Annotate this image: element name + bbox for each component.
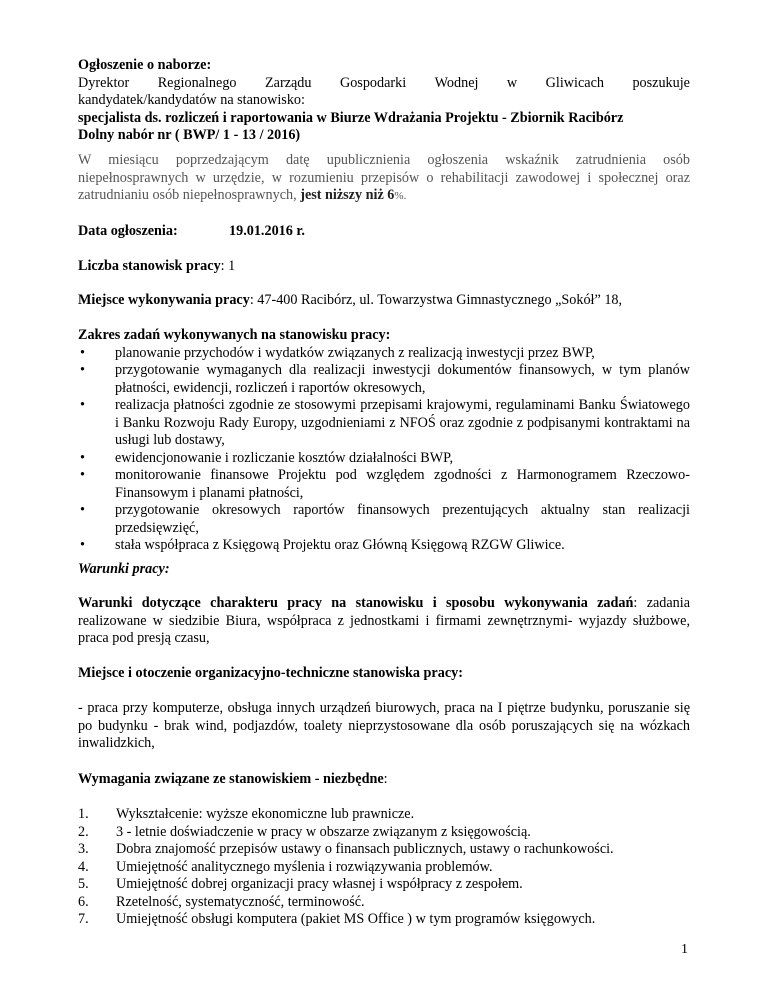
list-item [78, 859, 690, 877]
candidates-line: kandydatek/kandydatów na stanowisko: [78, 92, 305, 108]
list-item [78, 502, 690, 537]
item-number: 5. [78, 876, 89, 892]
duties-section [78, 327, 690, 555]
list-item [78, 362, 690, 397]
requirement-text: Rzetelność, systematyczność, terminowość. [116, 893, 365, 910]
header-word: poszukuje [632, 74, 690, 91]
duty-text: realizacja płatności zgodnie ze stosowymi przepisami krajowymi, regulaminami Banku Światowego i Banku Rozwoju Rady Europy, uzgodnieniami z NFOŚ oraz zgodnie z podpisanymi kontraktami na usługi lub dostawy, [115, 397, 690, 448]
disability-notice-text: W miesiącu poprzedzającym datę upublicznienia ogłoszenia wskaźnik zatrudnienia osób niepełnosprawnych w urzędzie, w rozumieniu przepisów o rehabilitacji zawodowej i społecznej oraz zatrudnianiu osób niepełnosprawnych, [78, 152, 690, 203]
work-character-text: zadania realizowane w siedzibie Biura, współpraca z jednostkami i firmami zewnętrznymi- wyjazdy służbowe, praca pod presją czasu, [78, 595, 691, 646]
item-number: 4. [78, 858, 89, 875]
date-value: 19.01.2016 r. [229, 223, 305, 239]
requirement-text: 3 - letnie doświadczenie w pracy w obszarze związanym z księgowością. [116, 823, 531, 840]
list-item [78, 537, 690, 555]
requirements-heading-row [78, 771, 690, 789]
list-item [78, 824, 690, 842]
bullet-icon: • [80, 537, 85, 553]
workplace [78, 292, 690, 310]
requirement-text: Umiejętność obsługi komputera (pakiet MS Office ) w tym programów księgowych. [116, 911, 596, 927]
header-word: Regionalnego [157, 74, 237, 91]
date-label: Data ogłoszenia: [78, 223, 178, 239]
positions-count [78, 258, 690, 276]
work-character [78, 595, 690, 648]
duty-text: monitorowanie finansowe Projektu pod względem zgodności z Harmonogramem Rzeczowo-Finansowym i planami płatności, [115, 467, 690, 501]
disability-notice-suffix: %. [394, 190, 407, 202]
positions-count-value: : 1 [220, 258, 236, 274]
bullet-icon: • [80, 344, 85, 361]
list-item [78, 876, 690, 894]
duty-text: planowanie przychodów i wydatków związanych z realizacją inwestycji przez BWP, [115, 344, 595, 361]
duty-text: ewidencjonowanie i rozliczanie kosztów działalności BWP, [115, 449, 454, 466]
bullet-icon: • [80, 467, 85, 483]
position-title-line1: specjalista ds. rozliczeń i raportowania w Biurze Wdrażania Projektu - Zbiornik Racibórz [78, 109, 624, 126]
announcement-header [78, 57, 690, 145]
list-item [78, 345, 690, 363]
bullet-icon: • [80, 449, 85, 466]
requirements-list-wrap [78, 806, 690, 929]
bullet-icon: • [80, 362, 85, 378]
header-word: w [506, 74, 518, 91]
list-item [78, 467, 690, 502]
item-number: 6. [78, 893, 89, 910]
header-word: Dyrektor [78, 74, 130, 91]
bullet-icon: • [80, 502, 85, 518]
workplace-label: Miejsce wykonywania pracy [78, 292, 250, 308]
header-word: Zarządu [265, 74, 312, 91]
conditions-heading: Warunki pracy: [78, 561, 170, 577]
duty-text: przygotowanie okresowych raportów finansowych prezentujących aktualny stan realizacji przedsięwzięć, [115, 502, 690, 536]
bullet-icon: • [80, 397, 85, 413]
requirements-heading: Wymagania związane ze stanowiskiem - niezbędne [78, 771, 384, 787]
page-number: 1 [681, 942, 688, 957]
item-number: 7. [78, 911, 89, 927]
disability-notice-bold: jest niższy niż 6 [300, 187, 395, 203]
workplace-value: : 47-400 Racibórz, ul. Towarzystwa Gimnastycznego „Sokół” 18, [249, 292, 623, 308]
work-environment-body [78, 700, 690, 753]
work-character-colon: : [633, 595, 638, 611]
list-item [78, 841, 690, 859]
list-item [78, 806, 690, 824]
positions-count-label: Liczba stanowisk pracy [78, 258, 221, 274]
item-number: 3. [78, 841, 89, 857]
work-environment-text: - praca przy komputerze, obsługa innych urządzeń biurowych, praca na I piętrze budynku, poruszanie się po budynku - brak wind, podjazdów, toalety nieprzystosowane dla osób poruszających się na wózkach inwalidzkich, [78, 700, 690, 751]
header-word: Gospodarki [339, 74, 407, 91]
requirement-text: Umiejętność analitycznego myślenia i rozwiązywania problemów. [116, 858, 493, 875]
work-character-label: Warunki dotyczące charakteru pracy na stanowisku i sposobu wykonywania zadań [78, 595, 634, 611]
position-title-line2: Dolny nabór nr ( BWP/ 1 - 13 / 2016) [78, 127, 301, 143]
requirement-text: Dobra znajomość przepisów ustawy o finansach publicznych, ustawy o rachunkowości. [116, 841, 614, 857]
header-word: Wodnej [434, 74, 479, 91]
list-item [78, 894, 690, 912]
item-number: 2. [78, 823, 89, 840]
list-item [78, 911, 690, 929]
requirements-list [78, 806, 690, 929]
duties-heading: Zakres zadań wykonywanych na stanowisku pracy: [78, 327, 391, 343]
disability-notice [78, 152, 690, 206]
list-item [78, 397, 690, 450]
duty-text: stała współpraca z Księgową Projektu oraz Główną Księgową RZGW Gliwice. [115, 537, 565, 553]
requirements-colon: : [383, 771, 388, 787]
employer-line [78, 75, 690, 93]
duty-text: przygotowanie wymaganych dla realizacji inwestycji dokumentów finansowych, w tym planów płatności, ewidencji, rozliczeń i raportów okresowych, [115, 362, 690, 396]
work-environment-label: Miejsce i otoczenie organizacyjno-techniczne stanowiska pracy: [78, 665, 463, 681]
list-item [78, 450, 690, 468]
requirement-text: Umiejętność dobrej organizacji pracy własnej i współpracy z zespołem. [116, 876, 523, 892]
conditions-section [78, 561, 690, 579]
header-word: Gliwicach [545, 74, 604, 91]
work-environment [78, 665, 690, 683]
requirements-section [78, 771, 690, 789]
announcement-title: Ogłoszenie o naborze: [78, 57, 212, 73]
requirement-text: Wykształcenie: wyższe ekonomiczne lub prawnicze. [116, 806, 415, 822]
announcement-date [78, 223, 690, 241]
duties-list [78, 345, 690, 555]
item-number: 1. [78, 806, 89, 822]
